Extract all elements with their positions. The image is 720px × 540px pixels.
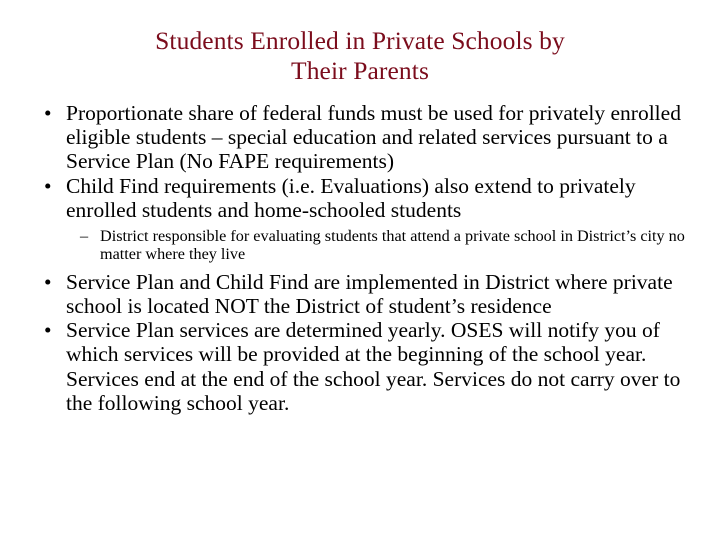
bullet-marker-icon: • [44,269,52,294]
list-item [38,101,702,174]
bullet-marker-icon: • [44,173,52,198]
page-title-line-2: Their Parents [291,56,429,85]
list-item [38,270,702,318]
list-item-text: Service Plan and Child Find are implemented in District where private school is located NOT the District of student’s residence [66,269,673,319]
page-title-line-1: Students Enrolled in Private Schools by [155,26,565,55]
bullet-marker-icon: • [44,101,52,125]
list-item-text: Service Plan services are determined yearly. OSES will notify you of which services will be provided at the beginning of the school year. Services end at the end of the school year. Services do not carry over to the following school year. [66,318,681,415]
list-item [38,174,702,264]
bullet-marker-icon: • [44,318,52,343]
list-item-text: Child Find requirements (i.e. Evaluations) also extend to privately enrolled students and home-schooled students [66,173,636,222]
dash-marker-icon: – [80,227,89,246]
page-title [40,26,680,86]
sub-list-item [78,227,702,264]
sub-list-item-text: District responsible for evaluating students that attend a private school in District’s city no matter where they live [100,227,685,264]
sub-bullet-list [66,227,702,264]
list-item-text: Proportionate share of federal funds must be used for privately enrolled eligible students – special education and related services pursuant to a Service Plan (No FAPE requirements) [66,101,681,174]
slide-bullet-list [38,101,702,415]
list-item [38,318,702,415]
